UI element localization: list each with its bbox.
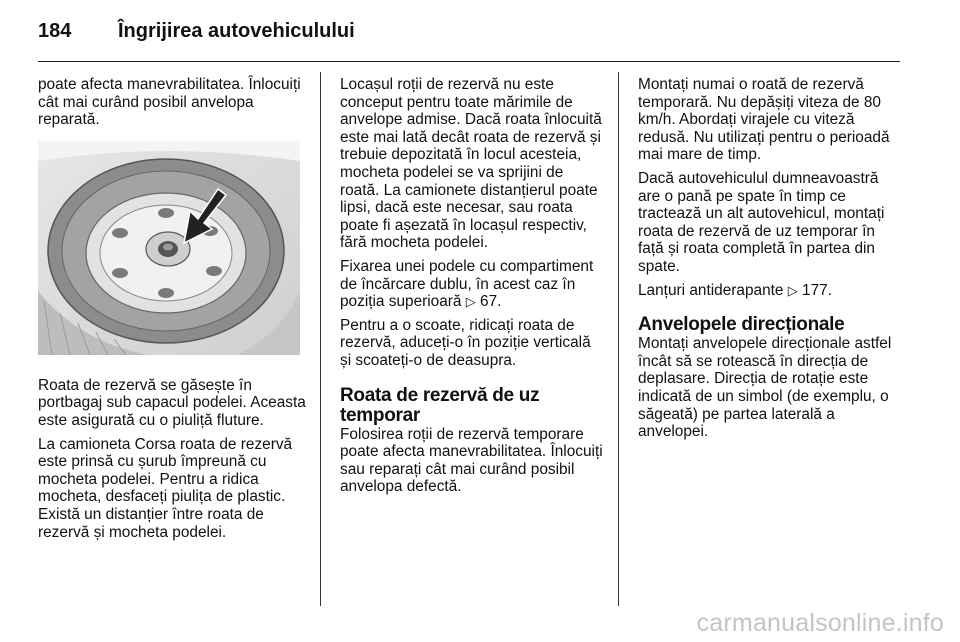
column-middle bbox=[340, 76, 606, 502]
page-reference-number: 177. bbox=[802, 281, 832, 299]
paragraph: Dacă autovehiculul dumneavoastră are o pană pe spate în timp ce tractează un alt autovehicul, montați roata de rezervă de uz temporar în față și roata completă în partea din spate. bbox=[638, 169, 885, 275]
section-heading: Anvelopele direcționale bbox=[638, 314, 845, 336]
paragraph: La camioneta Corsa roata de rezervă este prinsă cu șurub împreună cu mocheta podelei. Pentru a ridica mocheta, desfaceți piulița de plastic. Există un distanțier între roata de rezervă și mocheta podelei. bbox=[38, 435, 293, 541]
paragraph: Pentru a o scoate, ridicați roata de rezervă, aduceți-o în poziție verticală și scoateți-o de deasupra. bbox=[340, 316, 591, 369]
paragraph-text: Lanțuri antiderapante bbox=[638, 281, 788, 299]
paragraph bbox=[638, 282, 904, 300]
column-right bbox=[638, 76, 904, 447]
paragraph: poate afecta manevrabilitatea. Înlocuiți cât mai curând posibil anvelopa reparată. bbox=[38, 76, 301, 129]
spare-wheel-drawing bbox=[38, 141, 300, 355]
page-reference-arrow-icon: ▷ bbox=[787, 282, 798, 298]
page-number: 184 bbox=[38, 20, 72, 42]
page-title: Îngrijirea autovehiculului bbox=[118, 20, 355, 42]
paragraph: Roata de rezervă se găsește în portbagaj sub capacul podelei. Aceasta este asigurată cu o piuliță fluture. bbox=[38, 376, 306, 429]
column-left bbox=[38, 76, 306, 547]
column-divider bbox=[320, 72, 321, 606]
header-rule bbox=[38, 61, 900, 62]
paragraph: Locașul roții de rezervă nu este conceput pentru toate mărimile de anvelope admise. Dacă roata înlocuită este mai lată decât roata de rezervă și trebuie depozitată în locul acesteia, mocheta podelei se va sprijini de roată. La camionete distanțierul poate lipsi, dacă este necesar, sau roata poate fi așezată în locașul respectiv, fără mocheta podelei. bbox=[340, 76, 602, 252]
page-header bbox=[38, 12, 900, 62]
watermark: carmanualsonline.info bbox=[696, 609, 944, 637]
page-reference-arrow-icon: ▷ bbox=[465, 294, 476, 310]
paragraph: Montați anvelopele direcționale astfel încât să se rotească în direcția de deplasare. Direcția de rotație este indicată de un simbol (de exemplu, o săgeată) pe partea laterală a anvelopei. bbox=[638, 335, 892, 441]
page-reference-number: 67. bbox=[480, 293, 502, 311]
paragraph: Montați numai o roată de rezervă temporară. Nu depășiți viteza de 80 km/h. Abordați virajele cu viteză redusă. Nu utilizați pentru o perioadă mai mare de timp. bbox=[638, 76, 890, 164]
section-heading: Roata de rezervă de uz temporar bbox=[340, 384, 540, 426]
column-divider bbox=[618, 72, 619, 606]
paragraph bbox=[340, 258, 606, 311]
spare-wheel-illustration bbox=[38, 141, 300, 355]
paragraph-text: Fixarea unei podele cu compartiment de încărcare dublu, în acest caz în poziția superioară bbox=[340, 257, 594, 311]
paragraph: Folosirea roții de rezervă temporare poate afecta manevrabilitatea. Înlocuiți sau reparați cât mai curând posibil anvelopa defectă. bbox=[340, 425, 603, 496]
